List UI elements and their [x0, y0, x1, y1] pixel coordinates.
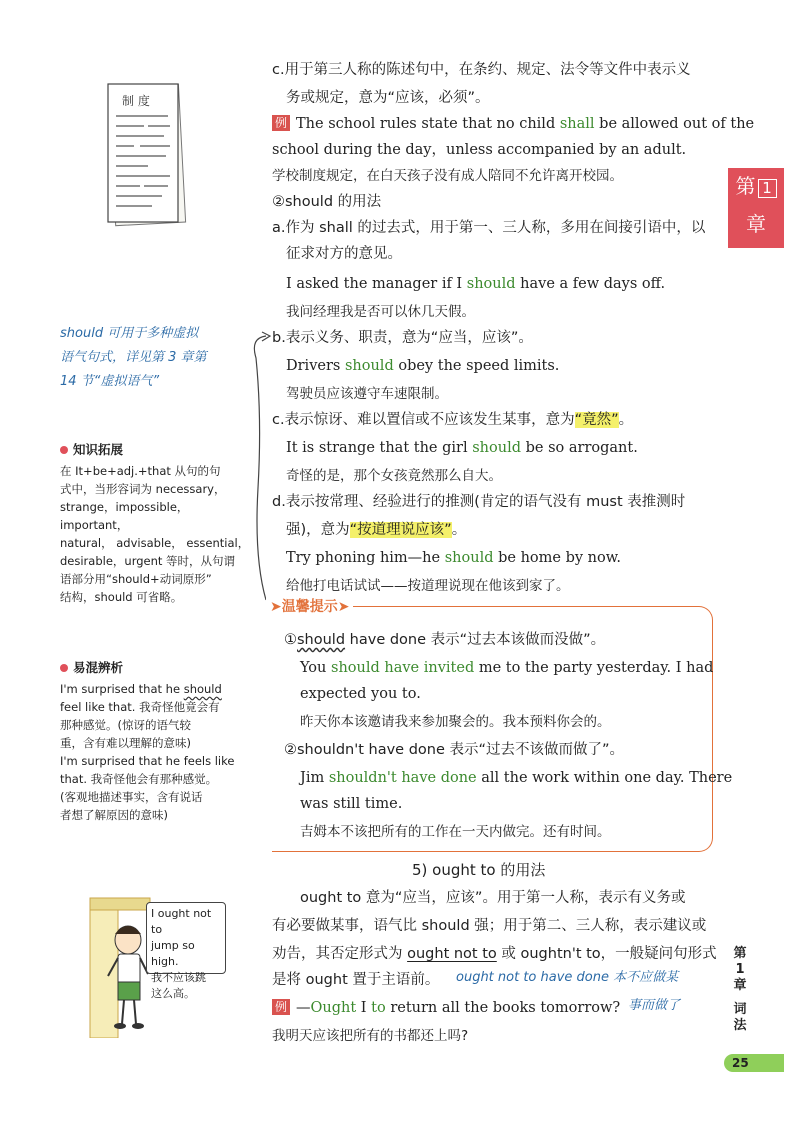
note-line-2: 语气句式，详见第 3 章第: [60, 350, 207, 365]
sidebar-knowledge-heading: [60, 440, 250, 458]
text-span: should: [444, 550, 494, 566]
sidebar-confusion: [60, 658, 250, 824]
text-span: 或 oughtn't to，一般疑问句形式: [496, 946, 717, 962]
text-line: c.用于第三人称的陈述句中，在条约、规定、法令等文件中表示义: [272, 62, 691, 78]
translation-line: 吉姆本不该把所有的工作在一天内做完。还有时间。: [300, 824, 611, 840]
text-span: The school rules state that no child: [296, 116, 560, 132]
bullet-dot-icon: [60, 446, 68, 454]
example-line: [286, 356, 559, 376]
side-char: 词: [733, 1002, 747, 1017]
text-span: I asked the manager if I: [286, 276, 467, 292]
text-line: 务或规定，意为“应该，必须”。: [286, 90, 490, 106]
translation-line: 给他打电话试试——按道理说现在他该到家了。: [286, 578, 570, 594]
tip-point-2: ②shouldn't have done 表示“过去不该做而做了”。: [284, 742, 625, 758]
translation-line: 我明天应该把所有的书都还上吗?: [272, 1028, 469, 1044]
text-line: d.表示按常理、经验进行的推测(肯定的语气没有 must 表推测时: [272, 494, 686, 510]
page-number-text: 25: [732, 1056, 749, 1070]
note-line-3: 14 节“虚拟语气”: [60, 374, 160, 389]
text-line: 有必要做某事，语气比 should 强；用于第二、三人称，表示建议或: [272, 918, 707, 934]
sidebar-knowledge: [60, 440, 250, 606]
tip-arrow-icon: ➤: [270, 599, 282, 615]
text-line: 征求对方的意见。: [286, 246, 402, 262]
handwritten-note-should: [60, 322, 207, 394]
chapter-tab-label-1: 第: [735, 174, 756, 198]
sidebar-text-line: 式中，当形容词为 necessary，: [60, 482, 226, 496]
text-span: 。: [451, 522, 467, 538]
translation-line: 我问经理我是否可以休几天假。: [286, 304, 475, 320]
text-span: I: [356, 1000, 372, 1016]
translation-line: 学校制度规定，在白天孩子没有成人陪同不允许离开校园。: [272, 168, 623, 184]
tip-title-text: 温馨提示: [281, 599, 338, 615]
sidebar-text-line: strange，impossible，important，: [60, 500, 189, 532]
text-line: [272, 410, 633, 430]
translation-line: 昨天你本该邀请我来参加聚会的。我本预料你会的。: [300, 714, 611, 730]
example-line: [272, 114, 754, 134]
text-span: Jim: [300, 770, 329, 786]
handwritten-note-ought: ought not to have done 本不应做某: [456, 970, 679, 985]
bubble-text: 我不应该跳: [151, 971, 206, 984]
text-span: Ought: [310, 1000, 357, 1016]
text-span: to: [371, 1000, 386, 1016]
speech-bubble: [146, 902, 226, 1000]
handwritten-note-ought-2: 事而做了: [628, 998, 681, 1013]
bubble-text: I ought not to: [151, 907, 212, 936]
sidebar-text-line: desirable，urgent 等时，从句谓: [60, 554, 236, 568]
sidebar-text-line: (客观地描述事实，含有说话: [60, 790, 203, 804]
text-span: 劝告，其否定形式为: [272, 946, 408, 962]
text-span: Try phoning him—he: [286, 550, 445, 566]
text-line: a.作为 shall 的过去式，用于第一、三人称，多用在间接引语中，以: [272, 220, 706, 236]
sidebar-text-line: 结构，should 可省略。: [60, 590, 183, 604]
side-char: 章: [733, 978, 747, 993]
page-number: [724, 1054, 784, 1072]
bubble-text: jump so high.: [151, 939, 195, 968]
example-line: [300, 768, 732, 788]
text-span: be allowed out of the: [594, 116, 755, 132]
text-span: should: [466, 276, 516, 292]
sidebar-text-line: 在 It+be+adj.+that 从句的句: [60, 464, 221, 478]
side-char: 法: [733, 1018, 747, 1033]
sidebar-text-line: 重，含有难以理解的意味): [60, 736, 191, 750]
sidebar-text-line: feel like that. 我奇怪他竟会有: [60, 700, 220, 714]
text-span: should: [297, 632, 346, 648]
bubble-text: 这么高。: [151, 987, 195, 1000]
chapter-side-label: [730, 946, 750, 1034]
text-span: be so arrogant.: [521, 440, 638, 456]
text-line: 是将 ought 置于主语前。: [272, 972, 440, 988]
sidebar-text-line: I'm surprised that he feels like: [60, 754, 235, 768]
chapter-tab: [728, 168, 784, 248]
text-span: 强)，意为: [286, 522, 350, 538]
text-span: Drivers: [286, 358, 345, 374]
text-line: [286, 520, 466, 540]
example-line: [286, 548, 621, 568]
sidebar-text-line: 语部分用“should+动词原形”: [60, 572, 212, 586]
text-span: I'm surprised that he: [60, 682, 184, 696]
example-line: [286, 274, 665, 294]
text-span: should: [183, 682, 222, 696]
text-span: should: [472, 440, 521, 456]
text-span: 。: [618, 412, 634, 428]
example-line: [286, 438, 638, 458]
text-span: have done 表示“过去本该做而没做”。: [345, 632, 606, 648]
sidebar-confusion-heading: [60, 658, 250, 676]
text-line: ought to 意为“应当，应该”。用于第一人称，表示有义务或: [300, 890, 686, 906]
chapter-tab-number: 1: [758, 179, 777, 198]
text-line: [272, 944, 717, 964]
text-span: It is strange that the girl: [286, 440, 473, 456]
text-line: school during the day，unless accompanied by an adult.: [272, 142, 687, 158]
highlighted-text: “竟然”: [574, 412, 619, 428]
sidebar-text-line: 那种感觉。(惊讶的语气较: [60, 718, 191, 732]
translation-line: 驾驶员应该遵守车速限制。: [286, 386, 448, 402]
side-char: 1: [735, 962, 745, 977]
text-span: shouldn't have done: [328, 770, 477, 786]
sidebar-text-line: natural， advisable， essential，: [60, 536, 250, 550]
text-line: was still time.: [300, 796, 403, 812]
document-title: 制 度: [122, 94, 150, 108]
text-span: have a few days off.: [515, 276, 666, 292]
text-span: me to the party yesterday. I had: [474, 660, 714, 676]
text-span: ought not to: [407, 946, 497, 962]
text-span: should: [344, 358, 394, 374]
sidebar-text-line: [60, 680, 250, 698]
sidebar-text-line: 者想了解原因的意味): [60, 808, 168, 822]
sidebar-text-line: that. 我奇怪他会有那种感觉。: [60, 772, 218, 786]
text-span: —: [296, 1000, 311, 1016]
text-span: shall: [559, 116, 595, 132]
example-badge: 例: [272, 999, 290, 1015]
tip-box-title: [266, 596, 353, 616]
text-span: be home by now.: [493, 550, 622, 566]
heading-text: 知识拓展: [73, 442, 124, 457]
tip-arrow-icon: ➤: [337, 599, 350, 615]
document-illustration: [104, 80, 188, 228]
text-span: obey the speed limits.: [393, 358, 560, 374]
heading-text: 易混辨析: [73, 660, 124, 675]
side-char: 第: [733, 946, 747, 961]
text-span: return all the books tomorrow?: [385, 1000, 621, 1016]
section-heading: 5) ought to 的用法: [412, 861, 546, 879]
highlighted-text: “按道理说应该”: [349, 522, 452, 538]
text-line: expected you to.: [300, 686, 421, 702]
bullet-dot-icon: [60, 664, 68, 672]
note-line-1: should 可用于多种虚拟: [60, 326, 199, 341]
section-heading: ②should 的用法: [272, 194, 382, 210]
text-span: ①: [284, 632, 297, 648]
text-span: all the work within one day. There: [476, 770, 733, 786]
tip-point-1: [284, 630, 605, 650]
example-line: [272, 998, 620, 1018]
translation-line: 奇怪的是，那个女孩竟然那么自大。: [286, 468, 502, 484]
text-span: should have invited: [331, 660, 475, 676]
chapter-tab-label-2: 章: [746, 212, 766, 236]
text-line: b.表示义务、职责，意为“应当，应该”。: [272, 330, 533, 346]
cartoon-illustration: [88, 888, 238, 1038]
text-span: c.表示惊讶、难以置信或不应该发生某事，意为: [272, 412, 575, 428]
example-line: [300, 658, 713, 678]
text-span: You: [300, 660, 331, 676]
example-badge: 例: [272, 115, 290, 131]
